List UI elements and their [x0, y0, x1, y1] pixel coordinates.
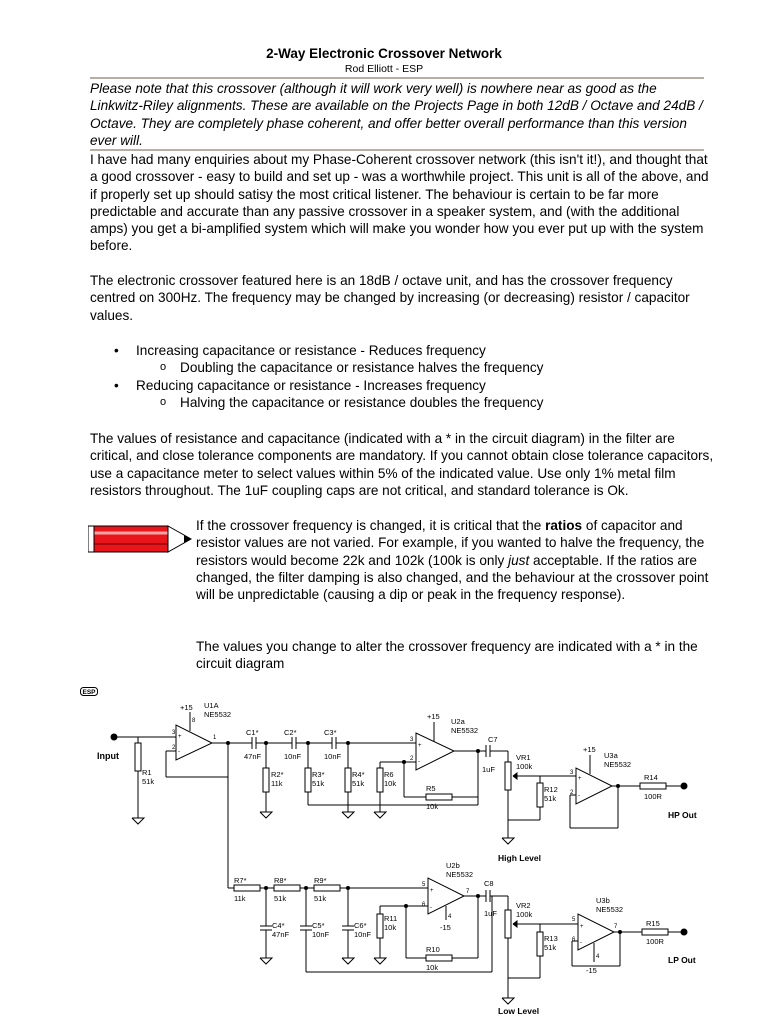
svg-text:R12: R12: [544, 785, 558, 794]
svg-text:10nF: 10nF: [312, 930, 330, 939]
svg-text:-15: -15: [440, 923, 451, 932]
svg-text:R4*: R4*: [352, 770, 365, 779]
svg-text:NE5532: NE5532: [451, 726, 479, 735]
svg-text:R3*: R3*: [312, 770, 325, 779]
resistor-r7: [234, 885, 260, 891]
bullet-item: • Increasing capacitance or resistance - Reduces frequency: [90, 342, 710, 359]
svg-text:5: 5: [422, 882, 426, 888]
svg-text:100R: 100R: [646, 937, 664, 946]
svg-text:NE5532: NE5532: [596, 905, 624, 914]
svg-text:C4*: C4*: [272, 921, 285, 930]
resistor-r12: [537, 783, 543, 807]
input-label: Input: [97, 751, 119, 761]
bullet-list: [90, 342, 710, 411]
svg-text:LP Out: LP Out: [668, 955, 696, 965]
svg-text:-15: -15: [586, 966, 597, 975]
bold-ratios: ratios: [545, 518, 583, 533]
svg-text:High Level: High Level: [498, 853, 541, 863]
svg-text:R2*: R2*: [271, 770, 284, 779]
svg-text:2: 2: [172, 745, 176, 751]
svg-text:100k: 100k: [516, 762, 533, 771]
svg-text:11k: 11k: [234, 894, 246, 903]
svg-text:C2*: C2*: [284, 728, 297, 737]
svg-text:7: 7: [466, 889, 470, 895]
sub-bullet-item: o Halving the capacitance or resistance doubles the frequency: [90, 394, 710, 411]
sub-bullet-item: o Doubling the capacitance or resistance halves the frequency: [90, 359, 710, 376]
svg-text:R14: R14: [644, 773, 658, 782]
resistor-r8: [274, 885, 300, 891]
svg-text:-: -: [178, 749, 180, 755]
svg-text:R5: R5: [426, 784, 436, 793]
paragraph-intro: I have had many enquiries about my Phase-Coherent crossover network (this isn't it!), and thought that a good crossover - easy to build and set up - was a worthwhile project. This unit is all of the above, and if properly set up should satisy the most critical listener. The behaviour is certain to be far more predictable and accurate than any passive crossover in a speaker system, and (with the additional amps) you get a bi-amplified system which will make you wonder how you ever put up with the system before.: [90, 152, 709, 254]
svg-text:2: 2: [410, 756, 414, 762]
svg-text:ESP: ESP: [82, 689, 96, 696]
svg-text:R11: R11: [384, 914, 398, 923]
svg-text:+15: +15: [180, 703, 193, 712]
svg-text:10k: 10k: [384, 779, 397, 788]
svg-text:4: 4: [596, 954, 600, 960]
resistor-r13: [537, 932, 543, 956]
opamp-u3b: [578, 914, 614, 950]
svg-text:2: 2: [570, 790, 574, 796]
opamp-u1a: [176, 725, 212, 760]
svg-text:R9*: R9*: [314, 876, 327, 885]
hp-out-terminal: [681, 783, 687, 789]
text-run: If the crossover frequency is changed, it is critical that the: [196, 518, 546, 533]
text-run: acceptable. If the ratios are changed, the filter damping is also changed, and the behaviour at the crossover point will be unpredictable (causing a dip or peak in the frequency response).: [196, 552, 709, 603]
svg-text:51k: 51k: [544, 943, 557, 952]
lp-out-terminal: [681, 929, 687, 935]
svg-text:+: +: [178, 734, 182, 740]
svg-text:5: 5: [572, 917, 576, 923]
svg-text:10nF: 10nF: [324, 752, 342, 761]
svg-text:10k: 10k: [384, 923, 397, 932]
svg-text:+: +: [430, 888, 434, 894]
opamp-u2a: [416, 733, 454, 770]
svg-text:R10: R10: [426, 945, 440, 954]
svg-text:4: 4: [448, 914, 452, 920]
svg-text:R6: R6: [384, 770, 394, 779]
resistor-r2: [263, 768, 269, 792]
svg-text:-: -: [430, 905, 432, 911]
svg-text:+15: +15: [427, 712, 440, 721]
svg-text:3: 3: [570, 770, 574, 776]
svg-text:U1A: U1A: [204, 701, 219, 710]
resistor-r3: [305, 768, 311, 792]
svg-text:1uF: 1uF: [482, 765, 495, 774]
document-author: Rod Elliott - ESP: [344, 63, 424, 75]
svg-text:1uF: 1uF: [484, 909, 497, 918]
svg-text:51k: 51k: [274, 894, 287, 903]
potentiometer-vr1: [505, 762, 511, 790]
values-paragraph: The values you change to alter the crossover frequency are indicated with a * in the circuit diagram: [196, 639, 698, 672]
svg-text:NE5532: NE5532: [604, 760, 632, 769]
svg-text:47nF: 47nF: [272, 930, 290, 939]
svg-text:Low Level: Low Level: [498, 1006, 540, 1016]
resistor-r10: [426, 955, 452, 961]
svg-text:U3b: U3b: [596, 896, 610, 905]
svg-text:U2b: U2b: [446, 861, 460, 870]
svg-text:VR1: VR1: [516, 753, 531, 762]
svg-text:C3*: C3*: [324, 728, 337, 737]
svg-text:-: -: [578, 793, 580, 799]
svg-text:+: +: [418, 743, 422, 749]
svg-text:51k: 51k: [314, 894, 327, 903]
svg-text:R13: R13: [544, 934, 558, 943]
top-rule: [90, 77, 704, 79]
opamp-u3a: [576, 768, 612, 804]
ground-symbol: [132, 818, 144, 824]
esp-logo-icon: [80, 687, 98, 696]
potentiometer-vr2: [505, 910, 511, 938]
svg-text:C6*: C6*: [354, 921, 367, 930]
resistor-r5: [426, 794, 452, 800]
circuit-diagram: [94, 700, 714, 1018]
svg-text:1: 1: [213, 735, 217, 741]
svg-text:R7*: R7*: [234, 876, 247, 885]
svg-text:100R: 100R: [644, 792, 662, 801]
svg-text:51k: 51k: [142, 777, 155, 786]
svg-text:HP Out: HP Out: [668, 810, 697, 820]
svg-text:+: +: [578, 776, 582, 782]
italic-just: just: [508, 552, 530, 568]
resistor-r4: [345, 768, 351, 792]
svg-text:10nF: 10nF: [284, 752, 302, 761]
svg-text:11k: 11k: [271, 779, 283, 788]
svg-text:C7: C7: [488, 735, 498, 744]
svg-text:10nF: 10nF: [354, 930, 372, 939]
svg-text:R15: R15: [646, 919, 660, 928]
svg-text:C5*: C5*: [312, 921, 325, 930]
resistor-r9: [314, 885, 340, 891]
italic-note: Please note that this crossover (although it will work very well) is nowhere near as good as the Linkwitz-Riley alignments. These are available on the Projects Page in both 12dB / Octave and 24dB / Octave. They are completely phase coherent, and offer better overall performance than this version ever will.: [90, 81, 703, 148]
svg-text:47nF: 47nF: [244, 752, 262, 761]
svg-text:8: 8: [192, 718, 196, 724]
svg-text:-: -: [418, 759, 420, 765]
paragraph-tolerance: The values of resistance and capacitance (indicated with a * in the circuit diagram) in the filter are critical, and close tolerance components are mandatory. If you cannot obtain close tolerance capacitors, use a capacitance meter to select values within 5% of the indicated value. Use only 1% metal film resistors throughout. The 1uF coupling caps are not critical, and standard tolerance is Ok.: [90, 431, 714, 498]
svg-text:-: -: [580, 940, 582, 946]
svg-text:10k: 10k: [426, 963, 439, 972]
svg-text:10k: 10k: [426, 802, 439, 811]
svg-text:+: +: [580, 924, 584, 930]
svg-text:R1: R1: [142, 768, 152, 777]
svg-text:7: 7: [614, 924, 618, 930]
pencil-icon: [88, 522, 194, 556]
resistor-r15: [642, 929, 668, 935]
resistor-r1: [135, 743, 141, 771]
svg-text:NE5532: NE5532: [446, 870, 474, 879]
svg-text:VR2: VR2: [516, 901, 531, 910]
resistor-r14: [640, 783, 666, 789]
svg-text:51k: 51k: [312, 779, 325, 788]
svg-text:+15: +15: [583, 745, 596, 754]
svg-text:C1*: C1*: [246, 728, 259, 737]
svg-text:3: 3: [172, 730, 176, 736]
resistor-r11: [377, 914, 383, 938]
svg-text:NE5532: NE5532: [204, 710, 232, 719]
document-title: 2-Way Electronic Crossover Network: [266, 46, 502, 61]
paragraph-crossover: The electronic crossover featured here is an 18dB / octave unit, and has the crossover frequency centred on 300Hz. The frequency may be changed by increasing (or decreasing) resistor / capacitor values.: [90, 273, 690, 323]
ratios-paragraph: [196, 517, 716, 603]
text-run: of capacitor and resistor values are not varied. For example, if you wanted to halve the frequency, the resistors would become 22k and 102k (100k is only: [196, 518, 705, 568]
svg-text:U2a: U2a: [451, 717, 465, 726]
svg-text:3: 3: [410, 737, 414, 743]
svg-text:100k: 100k: [516, 910, 533, 919]
svg-text:6: 6: [572, 937, 576, 943]
svg-text:6: 6: [422, 902, 426, 908]
svg-text:51k: 51k: [544, 794, 557, 803]
svg-text:C8: C8: [484, 879, 494, 888]
svg-text:U3a: U3a: [604, 751, 618, 760]
svg-text:51k: 51k: [352, 779, 365, 788]
resistor-r6: [377, 768, 383, 792]
bullet-item: • Reducing capacitance or resistance - Increases frequency: [90, 377, 710, 394]
svg-text:R8*: R8*: [274, 876, 287, 885]
